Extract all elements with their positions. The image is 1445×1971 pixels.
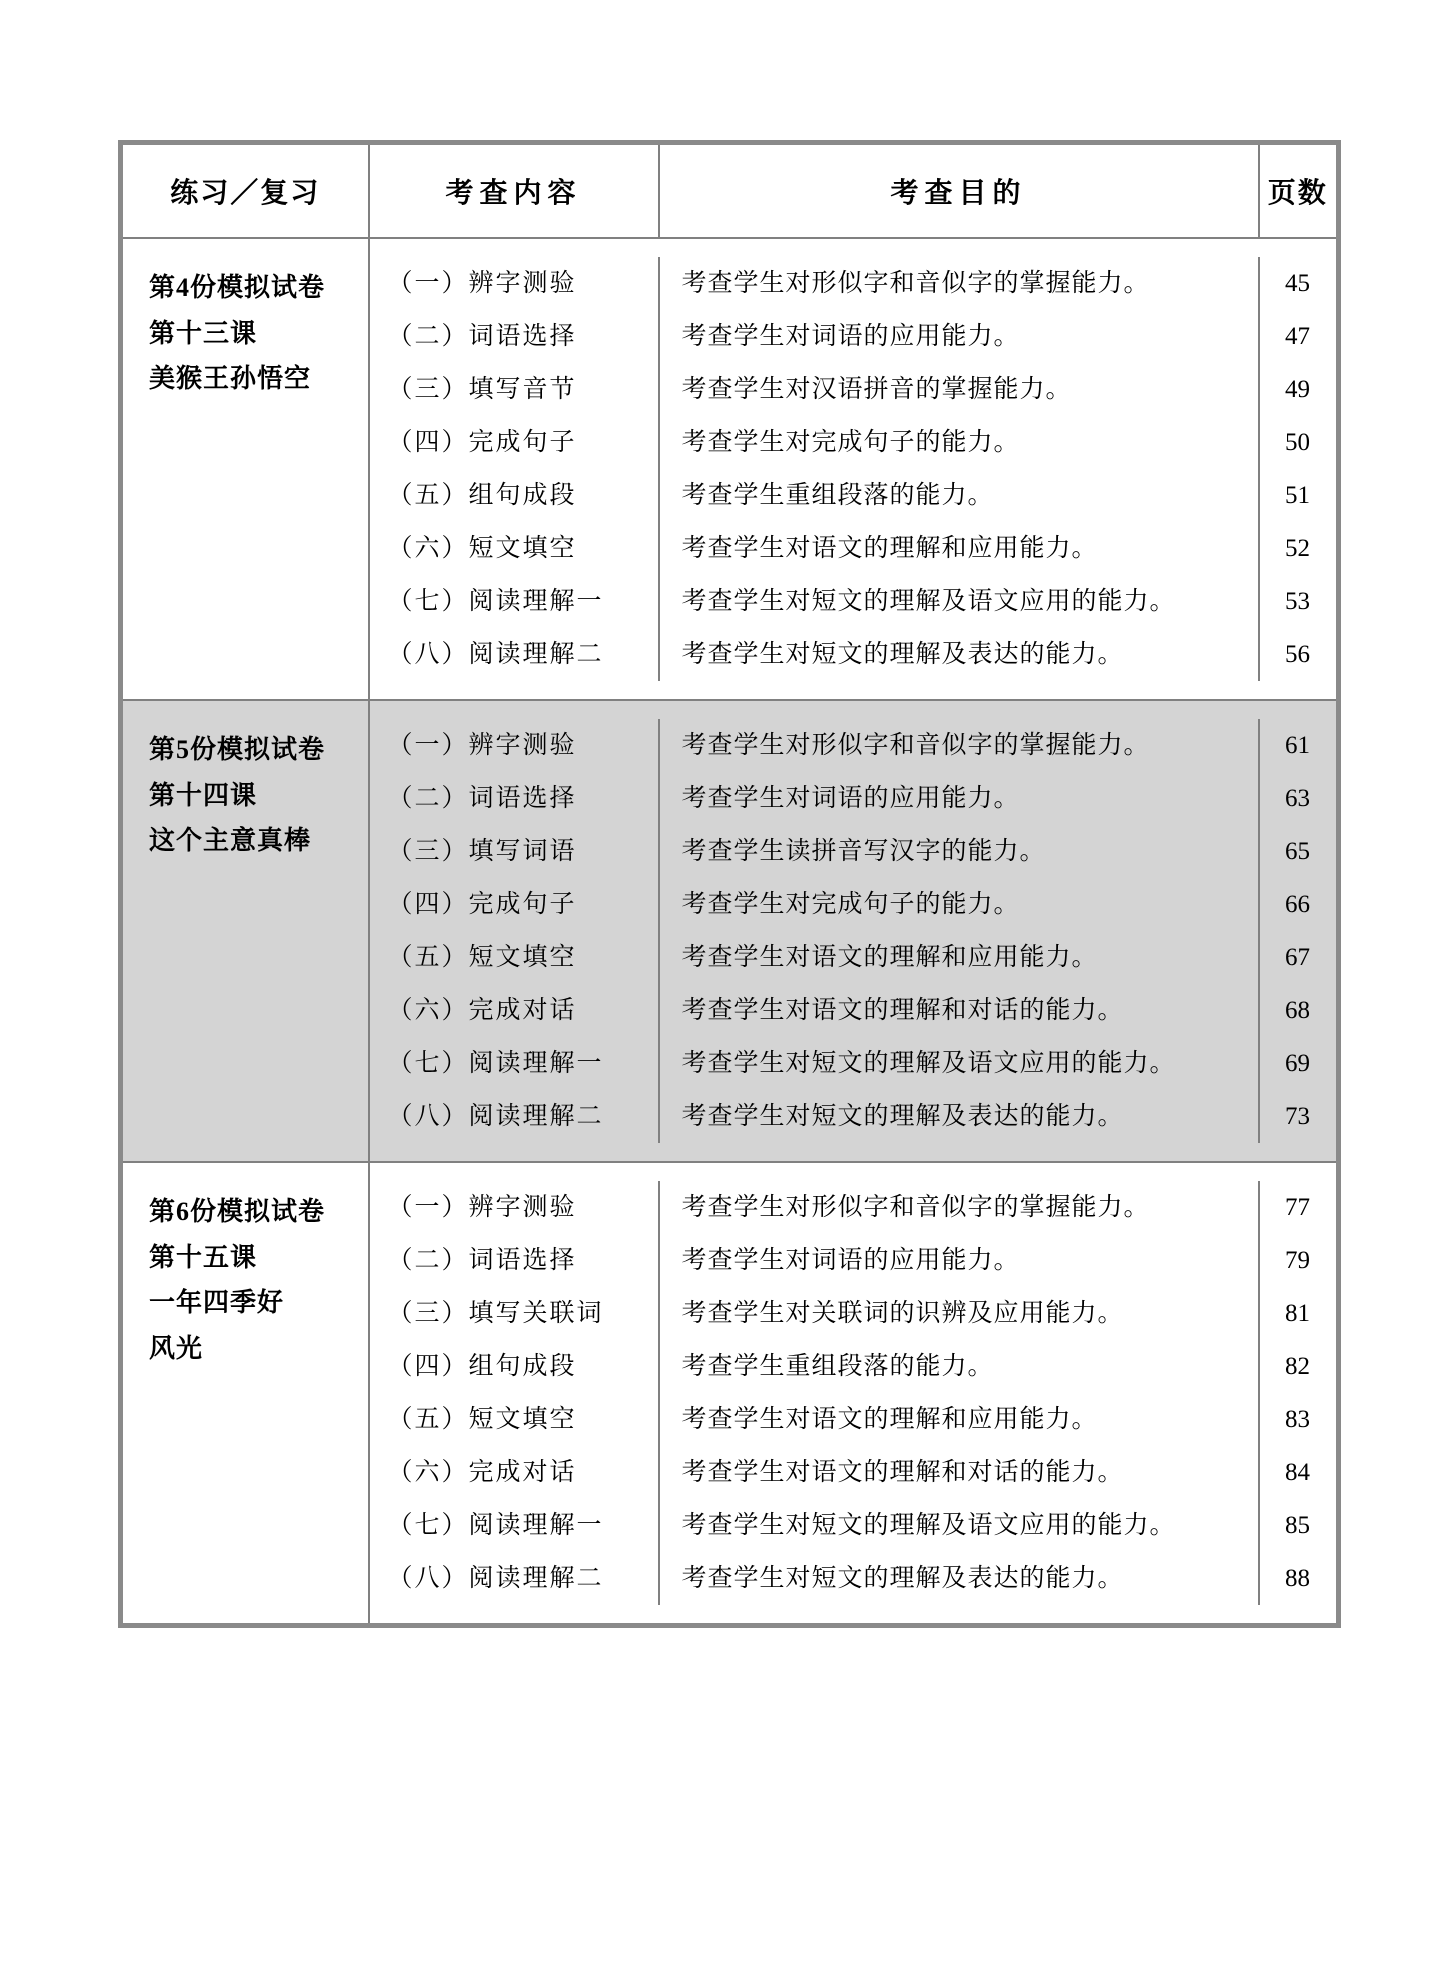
exam-item-row: [370, 1552, 1337, 1605]
exam-item-row: [370, 1446, 1337, 1499]
exam-page-cell: 61: [1285, 732, 1310, 759]
unit-line: 第6份模拟试卷: [149, 1197, 326, 1226]
exam-goal-cell: 考查学生对完成句子的能力。: [660, 878, 1260, 931]
exam-content-cell: （五）组句成段: [370, 469, 660, 522]
unit-line: 一年四季好: [149, 1288, 285, 1317]
exam-goal-cell: 考查学生对语文的理解和对话的能力。: [660, 984, 1260, 1037]
exam-page-cell: 82: [1285, 1353, 1310, 1380]
column-header-goal: 考查目的: [659, 143, 1259, 239]
exam-goal-cell: 考查学生对关联词的识辨及应用能力。: [660, 1287, 1260, 1340]
table-row: [121, 700, 1339, 1162]
table-header: [121, 143, 1339, 239]
exam-page-cell: 68: [1285, 997, 1310, 1024]
exam-item-row: [370, 878, 1337, 931]
exam-content-cell: （一）辨字测验: [370, 719, 660, 772]
exam-page-cell: 53: [1285, 588, 1310, 615]
exam-content-cell: （三）填写词语: [370, 825, 660, 878]
syllabus-table: [118, 140, 1341, 1628]
column-header-content: 考查内容: [369, 143, 659, 239]
exam-item-row: [370, 772, 1337, 825]
unit-line: 风光: [149, 1333, 204, 1363]
exam-goal-cell: 考查学生重组段落的能力。: [660, 469, 1260, 522]
exam-item-row: [370, 469, 1337, 522]
exam-item-row: [370, 1340, 1337, 1393]
exam-content-cell: （七）阅读理解一: [370, 1499, 660, 1552]
exam-content-cell: （二）词语选择: [370, 772, 660, 825]
table-row: [121, 1162, 1339, 1626]
exam-content-cell: （一）辨字测验: [370, 257, 660, 310]
unit-line: 这个主意真棒: [149, 826, 312, 855]
column-header-unit: 练习／复习: [121, 143, 369, 239]
exam-item-row: [370, 719, 1337, 772]
exam-goal-cell: 考查学生对短文的理解及表达的能力。: [660, 1090, 1260, 1143]
exam-content-cell: （六）短文填空: [370, 522, 660, 575]
exam-item-row: [370, 984, 1337, 1037]
exam-content-cell: （三）填写关联词: [370, 1287, 660, 1340]
exam-goal-cell: 考查学生对词语的应用能力。: [660, 310, 1260, 363]
exam-item-row: [370, 825, 1337, 878]
unit-line: 第十五课: [149, 1242, 258, 1272]
column-header-page: 页数: [1259, 143, 1339, 239]
sub-rows-container: [369, 700, 1339, 1162]
exam-content-cell: （二）词语选择: [370, 1234, 660, 1287]
exam-goal-cell: 考查学生对词语的应用能力。: [660, 1234, 1260, 1287]
exam-page-cell: 67: [1285, 944, 1310, 971]
table-row: [121, 238, 1339, 700]
exam-item-row: [370, 1499, 1337, 1552]
exam-item-row: [370, 416, 1337, 469]
exam-goal-cell: 考查学生对短文的理解及表达的能力。: [660, 1552, 1260, 1605]
exam-item-row: [370, 1090, 1337, 1143]
exam-goal-cell: 考查学生对词语的应用能力。: [660, 772, 1260, 825]
unit-line: 第5份模拟试卷: [149, 735, 326, 764]
unit-line: 美猴王孙悟空: [149, 364, 312, 393]
exam-page-cell: 81: [1285, 1300, 1310, 1327]
exam-page-cell: 69: [1285, 1050, 1310, 1077]
exam-page-cell: 56: [1285, 641, 1310, 668]
exam-page-cell: 77: [1285, 1194, 1310, 1221]
exam-page-cell: 50: [1285, 429, 1310, 456]
exam-content-cell: （四）完成句子: [370, 416, 660, 469]
exam-page-cell: 51: [1285, 482, 1310, 509]
exam-content-cell: （一）辨字测验: [370, 1181, 660, 1234]
exam-content-cell: （二）词语选择: [370, 310, 660, 363]
exam-page-cell: 49: [1285, 376, 1310, 403]
exam-content-cell: （五）短文填空: [370, 1393, 660, 1446]
unit-cell: [121, 1162, 369, 1626]
exam-content-cell: （八）阅读理解二: [370, 1090, 660, 1143]
exam-item-row: [370, 931, 1337, 984]
exam-goal-cell: 考查学生对语文的理解和应用能力。: [660, 931, 1260, 984]
exam-content-cell: （六）完成对话: [370, 984, 660, 1037]
exam-item-row: [370, 1287, 1337, 1340]
exam-page-cell: 73: [1285, 1103, 1310, 1130]
exam-content-cell: （八）阅读理解二: [370, 1552, 660, 1605]
exam-goal-cell: 考查学生对完成句子的能力。: [660, 416, 1260, 469]
exam-item-row: [370, 1393, 1337, 1446]
unit-line: 第十四课: [149, 780, 258, 810]
exam-page-cell: 47: [1285, 323, 1310, 350]
exam-goal-cell: 考查学生对形似字和音似字的掌握能力。: [660, 1181, 1260, 1234]
exam-goal-cell: 考查学生对形似字和音似字的掌握能力。: [660, 719, 1260, 772]
exam-goal-cell: 考查学生对短文的理解及语文应用的能力。: [660, 1499, 1260, 1552]
exam-item-row: [370, 1037, 1337, 1090]
exam-item-row: [370, 257, 1337, 310]
exam-content-cell: （六）完成对话: [370, 1446, 660, 1499]
exam-content-cell: （五）短文填空: [370, 931, 660, 984]
exam-goal-cell: 考查学生对短文的理解及表达的能力。: [660, 628, 1260, 681]
exam-goal-cell: 考查学生对语文的理解和应用能力。: [660, 1393, 1260, 1446]
exam-goal-cell: 考查学生对短文的理解及语文应用的能力。: [660, 575, 1260, 628]
exam-item-row: [370, 1234, 1337, 1287]
sub-rows-container: [369, 1162, 1339, 1626]
exam-item-row: [370, 363, 1337, 416]
exam-page-cell: 65: [1285, 838, 1310, 865]
exam-content-cell: （四）组句成段: [370, 1340, 660, 1393]
unit-cell: [121, 700, 369, 1162]
syllabus-table-container: [118, 140, 1336, 1628]
exam-goal-cell: 考查学生读拼音写汉字的能力。: [660, 825, 1260, 878]
exam-goal-cell: 考查学生对形似字和音似字的掌握能力。: [660, 257, 1260, 310]
exam-page-cell: 63: [1285, 785, 1310, 812]
exam-item-row: [370, 575, 1337, 628]
exam-content-cell: （八）阅读理解二: [370, 628, 660, 681]
exam-page-cell: 88: [1285, 1565, 1310, 1592]
exam-page-cell: 45: [1285, 270, 1310, 297]
exam-goal-cell: 考查学生对语文的理解和对话的能力。: [660, 1446, 1260, 1499]
unit-line: 第十三课: [149, 318, 258, 348]
exam-content-cell: （七）阅读理解一: [370, 575, 660, 628]
exam-page-cell: 84: [1285, 1459, 1310, 1486]
exam-page-cell: 52: [1285, 535, 1310, 562]
exam-page-cell: 85: [1285, 1512, 1310, 1539]
exam-goal-cell: 考查学生对短文的理解及语文应用的能力。: [660, 1037, 1260, 1090]
exam-page-cell: 83: [1285, 1406, 1310, 1433]
exam-item-row: [370, 1181, 1337, 1234]
exam-item-row: [370, 522, 1337, 575]
sub-rows-container: [369, 238, 1339, 700]
table-body: [121, 238, 1339, 1626]
exam-page-cell: 79: [1285, 1247, 1310, 1274]
exam-page-cell: 66: [1285, 891, 1310, 918]
unit-line: 第4份模拟试卷: [149, 273, 326, 302]
exam-content-cell: （四）完成句子: [370, 878, 660, 931]
exam-item-row: [370, 628, 1337, 681]
exam-goal-cell: 考查学生重组段落的能力。: [660, 1340, 1260, 1393]
exam-goal-cell: 考查学生对语文的理解和应用能力。: [660, 522, 1260, 575]
exam-content-cell: （七）阅读理解一: [370, 1037, 660, 1090]
exam-item-row: [370, 310, 1337, 363]
exam-content-cell: （三）填写音节: [370, 363, 660, 416]
table-header-row: [121, 143, 1339, 239]
exam-goal-cell: 考查学生对汉语拼音的掌握能力。: [660, 363, 1260, 416]
unit-cell: [121, 238, 369, 700]
